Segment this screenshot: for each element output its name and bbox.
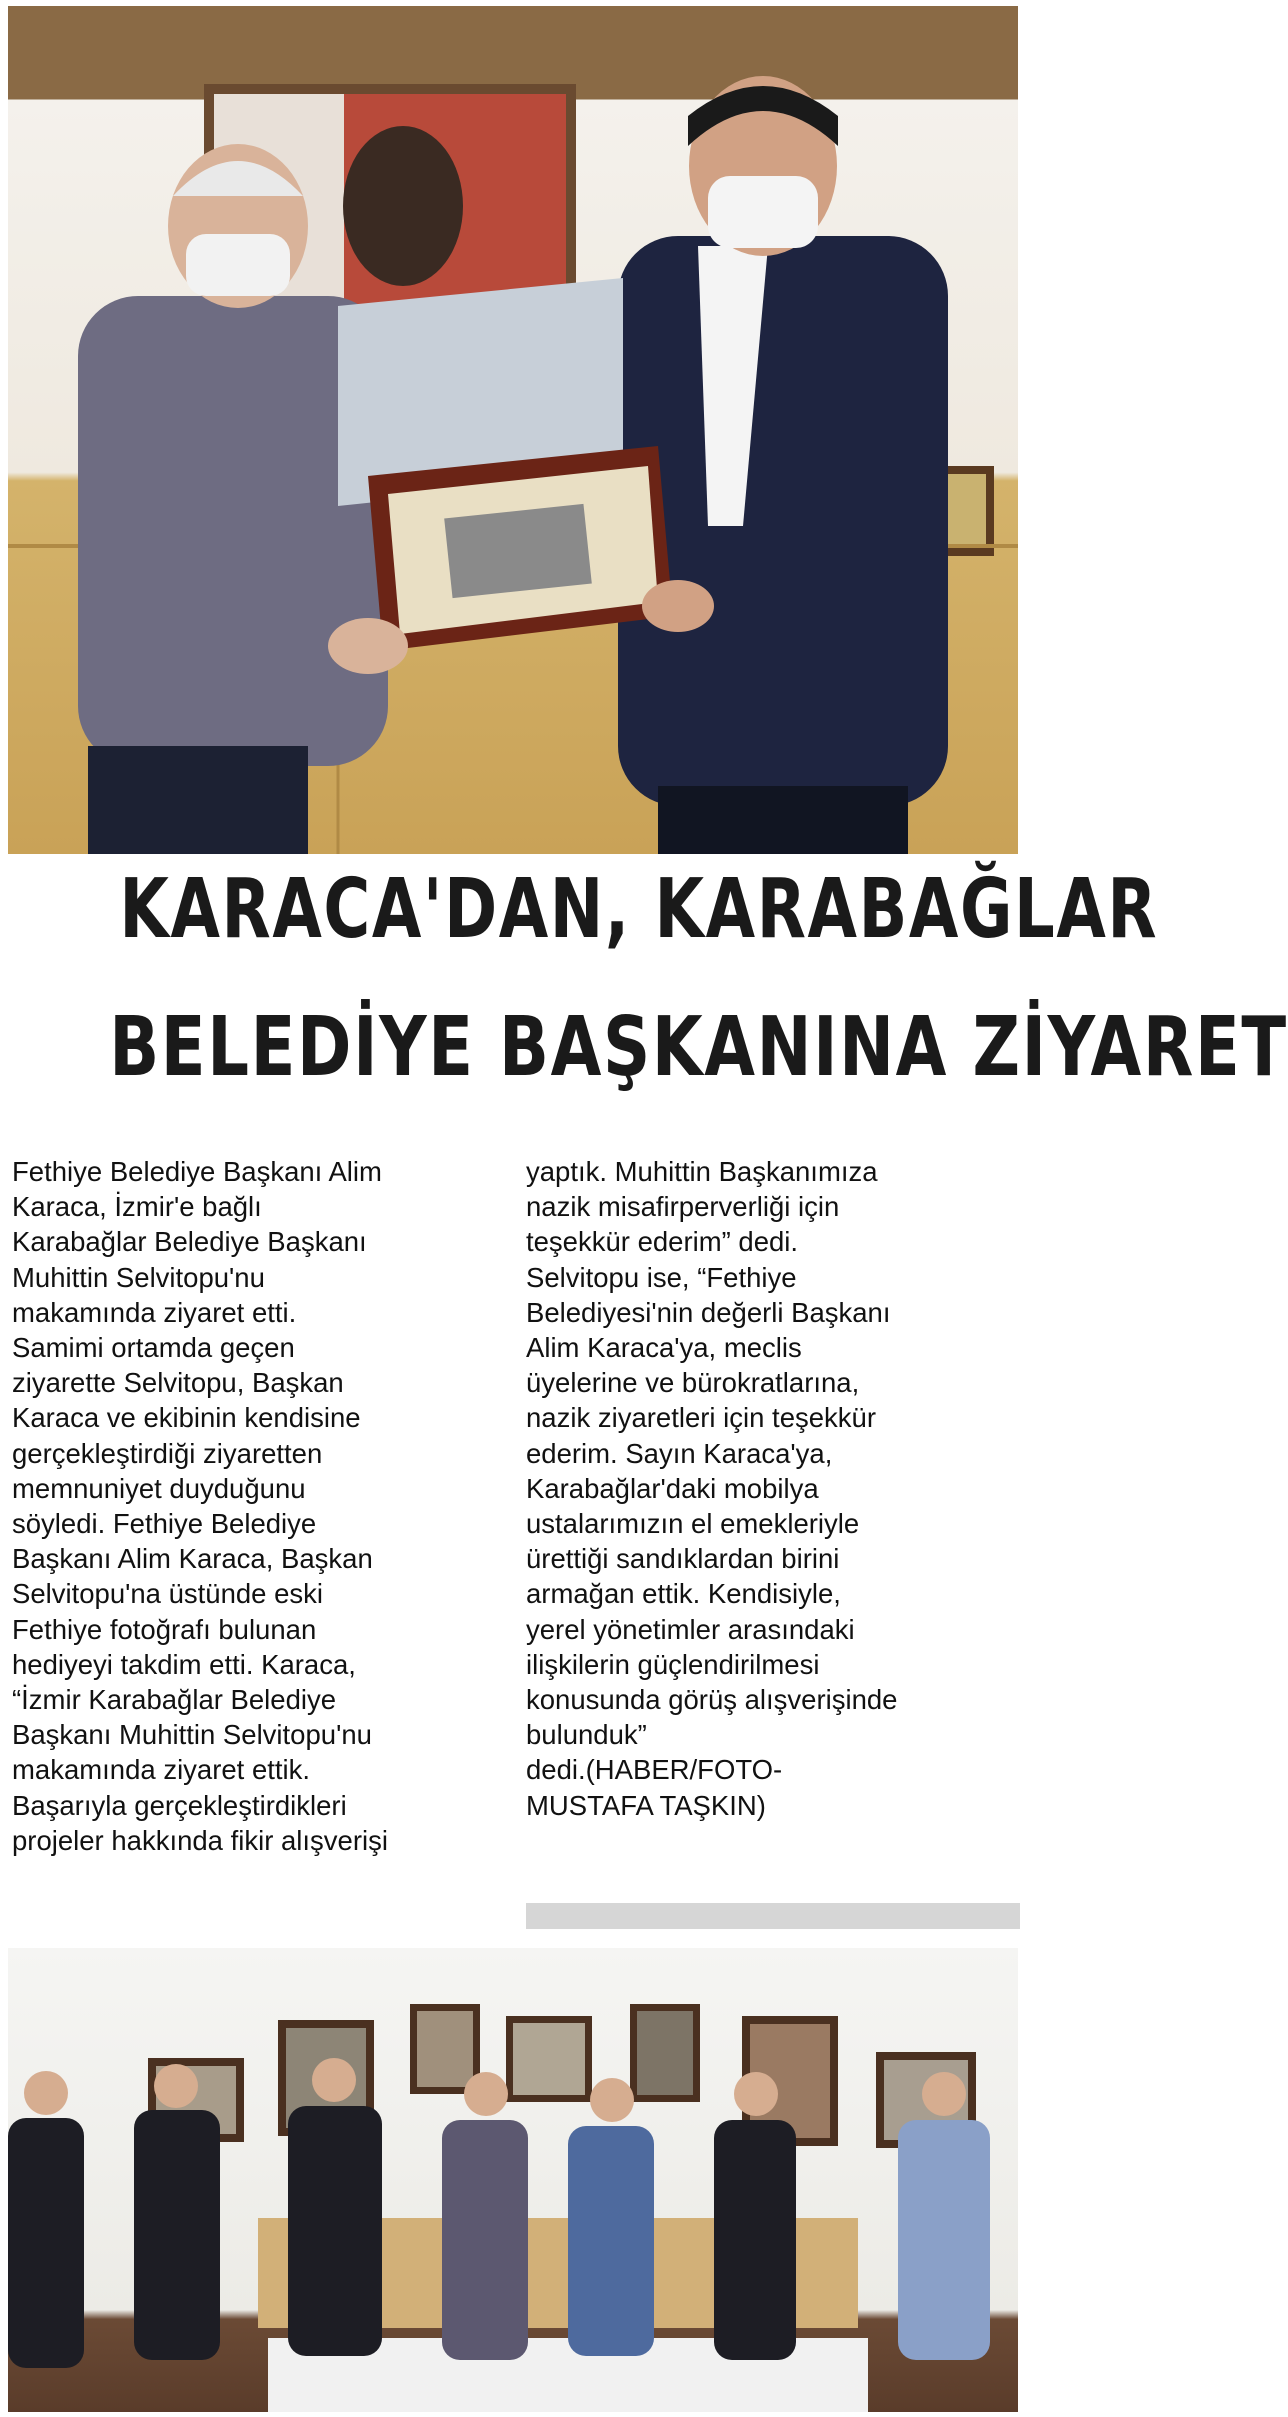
top-photo-illustration [8,6,1018,854]
bottom-photo-illustration [8,1948,1018,2412]
headline-line-2: BELEDİYE BAŞKANINA ZİYARET [109,1000,1288,1095]
top-photo [8,6,1018,854]
column-end-bar [526,1903,1020,1929]
headline-line-1: KARACA'DAN, KARABAĞLAR [119,862,1159,957]
article-column-left: Fethiye Belediye Başkanı Alim Karaca, İzmir'e bağlı Karabağlar Belediye Başkanı Muhittin Selvitopu'nu makamında ziyaret etti. Samimi ortamda geçen ziyarette Selvitopu, Başkan Karaca ve ekibinin kendisine gerçekleştirdiği ziyaretten memnuniyet duyduğunu söyledi. Fethiye Belediye Başkanı Alim Karaca, Başkan Selvitopu'na üstünde eski Fethiye fotoğrafı bulunan hediyeyi takdim etti. Karaca, “İzmir Karabağlar Belediye Başkanı Muhittin Selvitopu'nu makamında ziyaret ettik. Başarıyla gerçekleştirdikleri projeler hakkında fikir alışverişi [12,1156,388,1856]
bottom-photo [8,1948,1018,2412]
article-column-right: yaptık. Muhittin Başkanımıza nazik misafirperverliği için teşekkür ederim” dedi. Selvitopu ise, “Fethiye Belediyesi'nin değerli Başkanı Alim Karaca'ya, meclis üyelerine ve bürokratlarına, nazik ziyaretleri için teşekkür ederim. Sayın Karaca'ya, Karabağlar'daki mobilya ustalarımızın el emekleriyle ürettiği sandıklardan birini armağan ettik. Kendisiyle, yerel yönetimler arasındaki ilişkilerin güçlendirilmesi konusunda görüş alışverişinde bulunduk” dedi.(HABER/FOTO- MUSTAFA TAŞKIN) [526,1156,898,1821]
